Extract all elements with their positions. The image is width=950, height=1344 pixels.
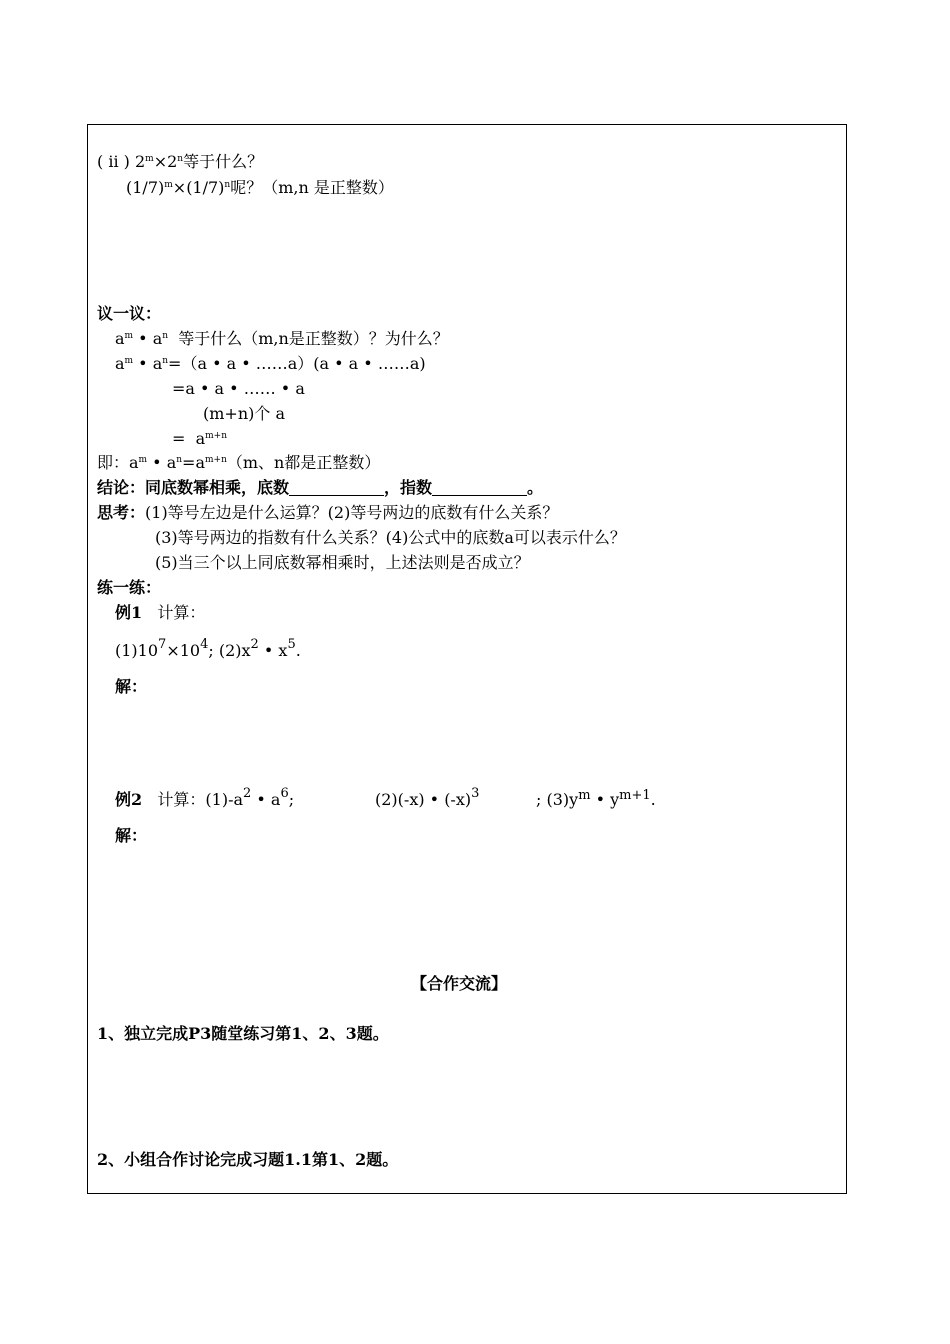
example-2-label: 例2 [115,790,143,809]
q-frac-suffix: 呢？（m,n 是正整数） [230,178,394,197]
exponent: 6 [280,786,289,801]
q-ii-times: ×2 [153,152,178,171]
base-a: a [115,354,125,373]
example-1-label: 例1 [115,603,143,622]
solution-2-label: 解： [115,826,148,845]
think-line-2: (3)等号两边的指数有什么关系？(4)公式中的底数a可以表示什么？ [155,528,626,547]
think-questions-1-2: (1)等号左边是什么运算？(2)等号两边的底数有什么关系？ [145,503,559,522]
expr-part: . [650,790,656,809]
discuss-line-2 [115,354,426,374]
example-2-line [115,786,295,810]
conclusion-mid: ，指数 [384,478,433,497]
exponent-m-plus-n: m+n [205,455,227,465]
base-blank[interactable] [289,479,384,496]
expr-part: ; (3)y [536,790,579,809]
conclusion-label: 结论：同底数幂相乘，底数 [97,478,290,497]
exponent-n: n [177,154,184,164]
expr-part: (1)10 [115,641,159,660]
exponent-m: m [138,455,148,465]
exponent: m [578,788,591,803]
exponent-m: m [145,154,154,164]
conclusion-end: 。 [527,478,544,497]
question-ii [97,152,263,172]
expr-part: 计算：(1)-a [157,790,244,809]
solution-1-label: 解： [115,677,148,696]
think-line-3: (5)当三个以上同底数幂相乘时，上述法则是否成立？ [155,553,530,572]
expr-part: • a [251,790,281,809]
q-ii-suffix: 等于什么？ [183,152,264,171]
exponent-n: n [176,455,183,465]
dot-a: • a [147,453,177,472]
expansion: =（a • a • ……a）(a • a • ……a) [168,354,426,373]
expr-part: (2)(-x) • (-x) [375,790,472,809]
example-2-part-3 [536,790,656,810]
exponent-m: m [164,180,173,190]
therefore-a: 即：a [97,453,139,472]
question-fraction [126,178,394,198]
exponent-n: n [162,331,169,341]
expr-part: ; (2)x [208,641,251,660]
exponent: 7 [158,637,167,652]
practice-heading: 练一练： [97,578,162,597]
expr-part: • y [590,790,620,809]
exponent: 5 [287,637,296,652]
discuss-question: 等于什么（m,n是正整数）？为什么？ [168,329,449,348]
discuss-line-4: (m+n)个 a [203,404,285,423]
exponent: 3 [471,786,480,801]
calc-label: 计算： [157,603,206,622]
exponent: 2 [243,786,252,801]
exponent-m: m [124,331,134,341]
discuss-line-1 [115,329,449,349]
dot-a: • a [133,354,163,373]
discuss-line-5 [172,429,227,449]
expr-part: ; [288,790,295,809]
expr-part: ×10 [166,641,201,660]
exponent: m+1 [619,788,651,803]
expr-part: • x [258,641,288,660]
q-ii-prefix: ( ii ) 2 [97,152,146,171]
think-line-1 [97,503,558,523]
example-1-expression [115,637,301,661]
exponent-m: m [124,356,134,366]
exponent: 2 [250,637,259,652]
conclusion-line [97,478,543,498]
equals-a: = a [172,429,206,448]
exponent-n: n [224,180,231,190]
discuss-line-3: =a • a • …… • a [172,379,305,398]
q-frac-base: (1/7) [126,178,165,197]
example-1-title [115,603,205,623]
base-a: a [115,329,125,348]
exponent-n: n [162,356,169,366]
exponent: 4 [200,637,209,652]
think-label: 思考： [97,503,146,522]
condition: （m、n都是正整数） [226,453,381,472]
exponent-m-plus-n: m+n [205,431,227,441]
expr-part: . [295,641,301,660]
cooperate-item-2: 2、小组合作讨论完成习题1.1第1、2题。 [97,1150,399,1169]
cooperate-item-1: 1、独立完成P3随堂练习第1、2、3题。 [97,1024,389,1043]
exponent-blank[interactable] [432,479,527,496]
dot-a: • a [133,329,163,348]
q-frac-times: ×(1/7) [172,178,225,197]
equals-a: =a [182,453,205,472]
cooperate-heading: 【合作交流】 [411,974,508,993]
discuss-line-6 [97,453,380,473]
discuss-heading: 议一议： [97,304,162,323]
example-2-part-2 [375,786,480,810]
